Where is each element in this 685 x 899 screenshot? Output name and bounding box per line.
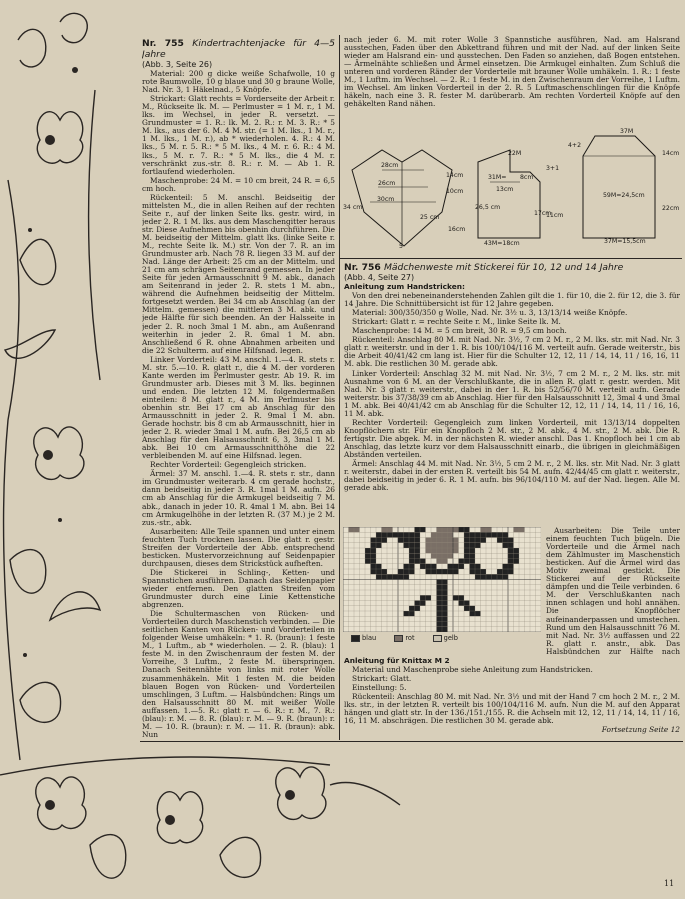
chart-cell bbox=[404, 564, 410, 569]
diagram-label: 22cm bbox=[662, 205, 680, 212]
chart-cell bbox=[376, 543, 382, 548]
legend-swatch bbox=[351, 635, 360, 642]
chart-cell bbox=[437, 527, 443, 532]
chart-cell bbox=[464, 532, 470, 537]
chart-cell bbox=[426, 538, 432, 543]
chart-cell bbox=[508, 564, 514, 569]
chart-cell bbox=[481, 538, 487, 543]
chart-cell bbox=[371, 538, 377, 543]
chart-cell bbox=[371, 553, 377, 558]
chart-cell bbox=[437, 595, 443, 600]
chart-cell bbox=[497, 538, 503, 543]
chart-cell bbox=[442, 548, 448, 553]
diagram-label: 3+1 bbox=[546, 165, 560, 172]
chart-cell bbox=[481, 532, 487, 537]
chart-cell bbox=[481, 569, 487, 574]
chart-cell bbox=[426, 569, 432, 574]
legend-swatch bbox=[394, 635, 403, 642]
strickart-paragraph: Strickart: Glatt r. = rechte Seite r. M., linke Seite lk. M. bbox=[352, 317, 561, 327]
chart-cell bbox=[497, 532, 503, 537]
chart-cell bbox=[420, 527, 426, 532]
article-756 bbox=[344, 262, 680, 524]
chart-cell bbox=[508, 548, 514, 553]
chart-cell bbox=[448, 538, 454, 543]
chart-cell bbox=[398, 532, 404, 537]
chart-cell bbox=[453, 569, 459, 574]
chart-cell bbox=[470, 606, 476, 611]
chart-cell bbox=[431, 548, 437, 553]
diagram-label: 5 bbox=[399, 243, 403, 250]
section-heading: Anleitung zum Handstricken: bbox=[344, 282, 465, 292]
chart-cell bbox=[426, 595, 432, 600]
chart-cell bbox=[415, 527, 421, 532]
chart-cell bbox=[387, 527, 393, 532]
chart-cell bbox=[514, 527, 520, 532]
chart-cell bbox=[437, 538, 443, 543]
chart-cell bbox=[371, 559, 377, 564]
linker-vorderteil-paragraph: Linker Vorderteil: 43 M. anschl. 1.—4. R. stets r. M. str. 5.—10. R. glatt r., die 4 M. der vorderen Kante werden im Perlmuster gestr. Ab 19. R. im Grundmuster arb. Dieses mit 3 M. lks. beginnen und enden. Die letzten 12 M. folgendermaßen einteilen: 8 M. glatt r., 4 M. im Perlmuster bis obenhin str. Bei 17 cm ab Anschlag für den Armausschnitt in jeder 2. R. 9mal 1 M. abn. Gerade hochstr. bis 8 cm ab Armausschnitt, hier in jeder 2. R. wieder 3mal 1 M. aufn. Bei 26,5 cm ab Anschlag für den Halsausschnitt 6, 3, 3mal 1 M. abk. Bei 10 cm Armausschnitthöhe die 22 verbleibenden M. auf eine Hilfsnad. legen. bbox=[142, 354, 335, 461]
diagram-label: 8cm bbox=[520, 174, 534, 181]
chart-cell bbox=[464, 553, 470, 558]
material-paragraph: Material: 200 g dicke weiße Schafwolle, 10 g rote Baumwolle, 10 g blaue und 30 g braune Wolle, Nad. Nr. 3, 1 Häkelnad., 5 Knöpfe. bbox=[142, 69, 335, 95]
maschenprobe-paragraph: Maschenprobe: 14 M. = 5 cm breit, 30 R. = 9,5 cm hoch. bbox=[352, 326, 567, 336]
chart-cell bbox=[503, 564, 509, 569]
chart-cell bbox=[437, 559, 443, 564]
diagram-label: 26,5 cm bbox=[475, 204, 501, 211]
chart-cell bbox=[409, 564, 415, 569]
chart-cell bbox=[371, 543, 377, 548]
diagram-label: 13cm bbox=[496, 186, 514, 193]
diagram-label: 4+2 bbox=[568, 142, 582, 149]
chart-cell bbox=[431, 543, 437, 548]
chart-cell bbox=[420, 601, 426, 606]
chart-cell bbox=[437, 543, 443, 548]
chart-cell bbox=[409, 606, 415, 611]
chart-cell bbox=[415, 543, 421, 548]
chart-cell bbox=[442, 616, 448, 621]
chart-cell bbox=[420, 595, 426, 600]
chart-cell bbox=[492, 574, 498, 579]
chart-cell bbox=[442, 611, 448, 616]
chart-cell bbox=[431, 569, 437, 574]
diagram-label: 59M=24,5cm bbox=[603, 192, 645, 199]
rueckenteil-paragraph: Rückenteil: Anschlag 80 M. mit Nad. Nr. 3½, 7 cm 2 M. r., 2 M. lks. str. mit Nad. Nr. 3 glatt r. weiterstr. und in der 1. R. bis 100/104/116 M. verteilt aufn. Gerade weiterstr., bis die Arbeit 40/41/42 cm lang ist. Hier für die Schulter 12, 12, 11 / 14, 14, 11 / 16, 16, 11 M. abk. Die restlichen 30 M. gerade abk. bbox=[344, 335, 680, 369]
aermel-paragraph: Ärmel: Anschlag 44 M. mit Nad. Nr. 3½, 5 cm 2 M. r., 2 M. lks. str. Mit Nad. Nr. 3 glatt r. weiterstr., dabei in der ersten R. verteilt bis 54 M. aufn. 42/44/45 cm glatt r. weiterstr., dabei beidseitig in jeder 6. R. 1 M. aufn. bis 96/104/110 M. auf der Nad. liegen. Alle M. gerade abk. bbox=[344, 459, 680, 493]
diagram-label: 25 cm bbox=[420, 214, 440, 221]
maschenprobe-paragraph: Maschenprobe: 24 M. = 10 cm breit, 24 R. = 6,5 cm hoch. bbox=[142, 175, 335, 193]
floral-border-bottom bbox=[0, 745, 685, 899]
aermel-paragraph: Ärmel: 37 M. anschl. 1.—4. R. stets r. str., dann im Grundmuster weiterarb. 4 cm gerade hochstr., dann beidseitig in jeder 3. R. 1mal 1 M. aufn. 26 cm ab Anschlag für die Armkugel beidseitig 7 M. abk., danach in jeder 10. R. 4mal 1 M. abn. Bei 14 cm Armkugelhöhe in der letzten R. (37 M.) je 2 M. zus.-str., abk. bbox=[142, 469, 335, 527]
chart-cell bbox=[382, 532, 388, 537]
chart-cell bbox=[497, 569, 503, 574]
chart-cell bbox=[442, 532, 448, 537]
chart-cell bbox=[365, 553, 371, 558]
chart-cell bbox=[459, 559, 465, 564]
chart-cell bbox=[426, 564, 432, 569]
diagram-label: 14cm bbox=[662, 150, 680, 157]
chart-cell bbox=[481, 527, 487, 532]
chart-cell bbox=[497, 574, 503, 579]
section-rule bbox=[340, 258, 682, 259]
diagram-label: 17cm bbox=[534, 210, 552, 217]
chart-cell bbox=[437, 590, 443, 595]
chart-cell bbox=[409, 543, 415, 548]
chart-cell bbox=[404, 569, 410, 574]
chart-cell bbox=[376, 564, 382, 569]
chart-cell bbox=[415, 538, 421, 543]
chart-cell bbox=[508, 543, 514, 548]
diagram-label: 16cm bbox=[448, 226, 466, 233]
chart-cell bbox=[415, 553, 421, 558]
chart-cell bbox=[453, 548, 459, 553]
diagram-label: 34 cm bbox=[343, 204, 363, 211]
column-divider bbox=[339, 35, 340, 740]
chart-cell bbox=[448, 543, 454, 548]
chart-cell bbox=[486, 574, 492, 579]
chart-cell bbox=[486, 532, 492, 537]
chart-cell bbox=[415, 559, 421, 564]
knittax-rueckenteil: Rückenteil: Anschlag 80 M. mit Nad. Nr. 3½ und mit der Hand 7 cm hoch 2 M. r., 2 M. lks. str., in der letzten R. verteilt bis 100/104/116 M. aufn. Nun die M. auf den Apparat hängen und glatt str. In der 136./151./155. R. die Achseln mit 12, 12, 11 / 14, 14, 11 / 16, 16, 11 M. abschrägen. Die restlichen 30 M. gerade abk. bbox=[344, 692, 680, 726]
material-paragraph: Material: 300/350/350 g Wolle, Nad. Nr. 3½ u. 3, 13/13/14 weiße Knöpfe. bbox=[352, 308, 628, 318]
chart-cell bbox=[404, 532, 410, 537]
chart-cell bbox=[387, 574, 393, 579]
chart-cell bbox=[503, 574, 509, 579]
chart-cell bbox=[470, 532, 476, 537]
chart-cell bbox=[409, 548, 415, 553]
chart-cell bbox=[437, 569, 443, 574]
chart-cell bbox=[382, 527, 388, 532]
chart-cell bbox=[453, 595, 459, 600]
chart-cell bbox=[365, 559, 371, 564]
chart-cell bbox=[442, 559, 448, 564]
chart-cell bbox=[415, 532, 421, 537]
chart-cell bbox=[448, 532, 454, 537]
article-title-text: Kindertrachtenjacke für 4—5 Jahre bbox=[142, 38, 335, 60]
chart-cell bbox=[431, 564, 437, 569]
rechter-vorderteil-paragraph: Rechter Vorderteil: Gegengleich zum linken Vorderteil, mit 13/13/14 doppelten Knopflöchern str. Für ein Knopfloch 2 M. str., 2 M. abk., 4 M. str., 2 M. abk. Die R. fertigstr. Die abgek. M. in der nächsten R. wieder anschl. Das 1. Knopfloch bei 1 cm ab Anschlag, das letzte kurz vor dem Halsausschnitt einarb., die übrigen in gleichmäßigen Abständen verteilen. bbox=[344, 417, 680, 459]
chart-cell bbox=[437, 585, 443, 590]
chart-cell bbox=[437, 548, 443, 553]
schulter-paragraph: Die Schultermaschen von Rücken- und Vorderteilen durch Maschenstich verbinden. — Die seitlichen Kanten von Rücken- und Vorderteilen in folgender Weise umhäkeln: * 1. R. (braun): 1 feste M., 1 Luftm., ab * wiederholen. — 2. R. (blau): 1 feste M. in den Zwischenraum der festen M. der Vorreihe, 3 Luftm., 2 feste M. überspringen. Danach Seitennähte von links mit roter Wolle zusammenhäkeln. Mit 1 festen M. die beiden blauen Bogen von Rücken- und Vorderteilen umschlingen, 3 Luftm. — Halsbündchen: Rings um den Halsausschnitt 80 M. mit weißer Wolle auffassen. 1.—5. R.: glatt r. — 6. R.: r. M., 7. R.: (blau): r. M. — 8. R. (blau): r. M. — 9. R. (braun): r. M. — 10. R. (braun): r. M. — 11. R. (braun): abk. Nun bbox=[142, 609, 335, 739]
article-title bbox=[344, 262, 680, 273]
article-number: Nr. 756 bbox=[344, 262, 381, 273]
chart-cell bbox=[437, 616, 443, 621]
chart-cell bbox=[508, 538, 514, 543]
chart-cell bbox=[470, 548, 476, 553]
chart-cell bbox=[503, 543, 509, 548]
diagram-label: 14cm bbox=[446, 172, 464, 179]
chart-cell bbox=[470, 538, 476, 543]
ausarbeiten-column bbox=[546, 527, 680, 655]
diagram-label: 37M=15,5cm bbox=[604, 238, 646, 245]
chart-cell bbox=[409, 553, 415, 558]
chart-cell bbox=[387, 532, 393, 537]
chart-cell bbox=[398, 574, 404, 579]
strickart-paragraph: Strickart: Glatt rechts = Vorderseite der Arbeit r. M., Rückseite lk. M. — Perlmuster = 1 M. r., 1 M. lks. im Wechsel, in jeder R. versetzt. — Grundmuster = 1. R.: lk. M. 2. R.: r. M. 3. R.: * 5 M. lks., aus der 6. M. 4 M. str. (= 1 M. lks., 1 M. r., 1 M. lks., 1 M. r.), ab * wiederholen. 4. R.: 4 M. lks., 5 M. r. 5. R.: * 5 M. lks., 4 M. r. 6. R.: 4 M. lks., 5 M. r. 7. R.: * 5 M. lks., die 4 M. r. verschränkt zus.-str. 8. R.: r. M. — Ab 1. R. fortlaufend wiederholen. bbox=[142, 94, 335, 176]
chart-cell bbox=[426, 548, 432, 553]
article-title-text: Mädchenweste mit Stickerei für 10, 12 und 14 Jahre bbox=[383, 262, 624, 273]
legend-item: rot bbox=[394, 634, 414, 642]
chart-cell bbox=[437, 611, 443, 616]
chart-cell bbox=[453, 564, 459, 569]
chart-cell bbox=[470, 564, 476, 569]
chart-cell bbox=[437, 601, 443, 606]
chart-cell bbox=[442, 590, 448, 595]
article-755-continuation bbox=[344, 36, 680, 118]
diagram-label: 26cm bbox=[378, 180, 396, 187]
chart-cell bbox=[415, 548, 421, 553]
chart-cell bbox=[486, 527, 492, 532]
article-subtitle: (Abb. 4, Seite 27) bbox=[344, 273, 415, 282]
chart-cell bbox=[475, 569, 481, 574]
back-schematic bbox=[342, 142, 467, 252]
chart-cell bbox=[442, 627, 448, 632]
chart-cell bbox=[426, 543, 432, 548]
chart-cell bbox=[431, 532, 437, 537]
chart-cell bbox=[459, 601, 465, 606]
knittax-material: Material und Maschenprobe siehe Anleitung zum Handstricken. bbox=[352, 665, 593, 675]
chart-cell bbox=[464, 538, 470, 543]
chart-cell bbox=[382, 538, 388, 543]
chart-cell bbox=[371, 569, 377, 574]
continuation-paragraph: nach jeder 6. M. mit roter Wolle 3 Spannstiche ausführen, Nad. am Halsrand ausstechen, Faden über den Abkettrand führen und mit der Nad. auf der linken Seite wieder am Halsrand ein- und ausstechen. Den Faden so anziehen, daß Bogen entstehen. — Ärmelnähte schließen und Ärmel einsetzen. Die Armkugel einhalten. Zum Schluß die unteren und vorderen Ränder der Vorderteile mit brauner Wolle umhäkeln. 1. R.: 1 feste M., 1 Luftm. im Wechsel. — 2. R.: 1 feste M. in den Zwischenraum der Vorreihe, 1 Luftm. im Wechsel. Am linken Vorderteil in der 2. R. 5 Luftmaschenschlingen für die Knöpfe häkeln, nach eine 3. R. fester M. darüberarb. Am rechten Vorderteil Knöpfe auf den gehäkelten Rand nähen. bbox=[344, 36, 680, 109]
chart-cell bbox=[442, 569, 448, 574]
chart-cell bbox=[437, 553, 443, 558]
chart-cell bbox=[442, 538, 448, 543]
chart-cell bbox=[442, 585, 448, 590]
chart-cell bbox=[448, 553, 454, 558]
chart-cell bbox=[371, 564, 377, 569]
chart-cell bbox=[398, 538, 404, 543]
chart-cell bbox=[404, 538, 410, 543]
knittax-heading: Anleitung für Knittax M 2 bbox=[344, 657, 450, 665]
page-number: 11 bbox=[664, 879, 675, 888]
chart-cell bbox=[376, 569, 382, 574]
chart-cell bbox=[442, 580, 448, 585]
chart-cell bbox=[437, 580, 443, 585]
chart-cell bbox=[503, 569, 509, 574]
chart-cell bbox=[459, 564, 465, 569]
chart-cell bbox=[409, 569, 415, 574]
chart-cell bbox=[415, 601, 421, 606]
chart-cell bbox=[470, 569, 476, 574]
article-subtitle: (Abb. 3, Seite 26) bbox=[142, 60, 213, 69]
chart-cell bbox=[453, 538, 459, 543]
article-title bbox=[142, 38, 335, 60]
chart-cell bbox=[420, 564, 426, 569]
chart-cell bbox=[409, 611, 415, 616]
knittax-section bbox=[344, 657, 680, 739]
chart-cell bbox=[492, 532, 498, 537]
chart-cell bbox=[514, 548, 520, 553]
legend-swatch bbox=[433, 635, 442, 642]
diagram-label: 30cm bbox=[377, 196, 395, 203]
chart-cell bbox=[437, 622, 443, 627]
chart-cell bbox=[514, 559, 520, 564]
chart-cell bbox=[464, 606, 470, 611]
chart-cell bbox=[409, 538, 415, 543]
sleeve-schematic bbox=[565, 128, 683, 248]
chart-cell bbox=[420, 559, 426, 564]
chart-cell bbox=[475, 611, 481, 616]
chart-cell bbox=[376, 538, 382, 543]
legend-item: gelb bbox=[433, 634, 458, 642]
knittax-einstellung: Einstellung: 5. bbox=[352, 683, 407, 693]
chart-cell bbox=[453, 527, 459, 532]
diagram-label: 28cm bbox=[381, 162, 399, 169]
front-schematic bbox=[470, 142, 562, 252]
diagram-label: 37M bbox=[620, 128, 634, 135]
chart-cell bbox=[404, 611, 410, 616]
ausarbeiten-paragraph: Ausarbeiten: Alle Teile spannen und unter einem feuchten Tuch trocknen lassen. Die glatt r. gestr. Streifen der Vorderteile der Abb. entsprechend besticken. Mustervorzeichnung auf Seidenpapier durchpausen, dieses dem Strickstück aufheften. bbox=[142, 526, 335, 568]
intro-paragraph: Von den drei nebeneinanderstehenden Zahlen gilt die 1. für 10, die 2. für 12, die 3. für 14 Jahre. Die Schnittübersicht ist für 12 Jahre gegeben. bbox=[344, 291, 680, 309]
chart-cell bbox=[503, 532, 509, 537]
chart-cell bbox=[442, 622, 448, 627]
chart-cell bbox=[382, 569, 388, 574]
chart-cell bbox=[464, 548, 470, 553]
chart-cell bbox=[437, 532, 443, 537]
diagram-label: 31M= bbox=[488, 174, 507, 181]
knittax-strickart: Strickart: Glatt. bbox=[352, 674, 412, 684]
chart-cell bbox=[448, 569, 454, 574]
linker-vorderteil-paragraph: Linker Vorderteil: Anschlag 32 M. mit Nad. Nr. 3½, 7 cm 2 M. r., 2 M. lks. str. mit Ausnahme von 6 M. an der Verschlußkante, die in allen R. glatt r. gestr. werden. Mit Nad. Nr. 3 glatt r. weiterstr., dabei in der 1. R. bis 52/56/70 M. verteilt aufn. Gerade weiterstr. bis 37/38/39 cm ab Anschlag. Hier für den Halsausschnitt 12, 3mal 4 und 3mal 1 M. abk. Bei 40/41/42 cm ab Anschlag für die Schulter 12, 12, 11 / 14, 14, 11 / 16, 16, 11 M. abk. bbox=[344, 368, 680, 418]
chart-cell bbox=[508, 559, 514, 564]
chart-cell bbox=[365, 548, 371, 553]
chart-cell bbox=[475, 574, 481, 579]
chart-cell bbox=[470, 559, 476, 564]
chart-cell bbox=[349, 527, 355, 532]
chart-cell bbox=[376, 532, 382, 537]
chart-legend bbox=[351, 634, 541, 642]
continued-note: Fortsetzung Seite 12 bbox=[601, 725, 680, 735]
chart-cell bbox=[459, 527, 465, 532]
article-number: Nr. 755 bbox=[142, 38, 184, 49]
chart-cell bbox=[442, 553, 448, 558]
chart-cell bbox=[442, 595, 448, 600]
chart-cell bbox=[464, 559, 470, 564]
chart-cell bbox=[475, 532, 481, 537]
chart-cell bbox=[508, 553, 514, 558]
chart-cell bbox=[382, 574, 388, 579]
chart-cell bbox=[448, 548, 454, 553]
chart-cell bbox=[442, 601, 448, 606]
chart-cell bbox=[415, 606, 421, 611]
chart-cell bbox=[464, 601, 470, 606]
diagram-label: 43M=18cm bbox=[484, 240, 520, 247]
chart-cell bbox=[475, 538, 481, 543]
chart-cell bbox=[470, 543, 476, 548]
chart-cell bbox=[409, 559, 415, 564]
chart-cell bbox=[448, 527, 454, 532]
embroidery-chart bbox=[343, 527, 541, 632]
chart-cell bbox=[464, 527, 470, 532]
chart-cell bbox=[398, 569, 404, 574]
chart-cell bbox=[437, 627, 443, 632]
chart-cell bbox=[459, 595, 465, 600]
chart-cell bbox=[431, 538, 437, 543]
chart-cell bbox=[470, 553, 476, 558]
chart-cell bbox=[354, 527, 360, 532]
chart-cell bbox=[431, 553, 437, 558]
chart-cell bbox=[475, 543, 481, 548]
chart-cell bbox=[464, 543, 470, 548]
chart-cell bbox=[393, 574, 399, 579]
chart-cell bbox=[393, 532, 399, 537]
chart-cell bbox=[519, 527, 525, 532]
chart-cell bbox=[475, 564, 481, 569]
chart-cell bbox=[448, 564, 454, 569]
chart-cell bbox=[442, 543, 448, 548]
chart-cell bbox=[376, 574, 382, 579]
stickerei-paragraph: Die Stickerei in Schling-, Ketten- und Spannstichen ausführen. Danach das Seidenpapier wieder entfernen. Den glatten Streifen vom Grundmuster durch eine Linie Kettenstiche abgrenzen. bbox=[142, 567, 335, 610]
article-755 bbox=[142, 38, 335, 740]
chart-cell bbox=[404, 574, 410, 579]
diagram-label: 22M bbox=[508, 150, 522, 157]
bottom-rule bbox=[140, 741, 683, 742]
chart-cell bbox=[481, 574, 487, 579]
chart-cell bbox=[442, 527, 448, 532]
diagram-label: 10cm bbox=[446, 188, 464, 195]
chart-cell bbox=[470, 611, 476, 616]
legend-item: blau bbox=[351, 634, 376, 642]
chart-cell bbox=[409, 532, 415, 537]
ausarbeiten-paragraph: Ausarbeiten: Die Teile unter einem feuchten Tuch bügeln. Die Vorderteile und die Ärmel nach dem Zählmuster im Maschenstich besticken. Auf die Ärmel wird das Motiv zweimal gestickt. Die Stickerei auf der Rückseite dämpfen und die Teile verbinden. 6 M. der Verschlußkanten nach innen schlagen und hohl annähen. Die Knopflöcher aufeinanderpassen und umstechen. Rund um den Halsausschnitt 76 M. mit Nad. Nr. 3½ auffassen und 22 R. glatt r. anstr., abk. Das Halsbündchen zur Hälfte nach bbox=[546, 527, 680, 655]
chart-cell bbox=[404, 543, 410, 548]
chart-cell bbox=[371, 548, 377, 553]
chart-cell bbox=[514, 553, 520, 558]
chart-cell bbox=[437, 606, 443, 611]
chart-cell bbox=[442, 606, 448, 611]
rechter-vorderteil-paragraph: Rechter Vorderteil: Gegengleich stricken. bbox=[150, 460, 307, 470]
chart-cell bbox=[508, 569, 514, 574]
chart-cell bbox=[503, 538, 509, 543]
diagram-label: 11cm bbox=[546, 212, 564, 219]
rueckenteil-paragraph: Rückenteil: 5 M. anschl. Beidseitig der mittelsten M., die in allen Reihen auf der rechten Seite r., auf der linken Seite lks. gestr. wird, in jeder 2. R. 1 M. lks. aus dem Maschengitter heraus str. Diese Aufnehmen bis obenhin durchführen. Die M. beidseitig der Mittelm. glatt lks. (linke Seite r. M., rechte Seite lk. M.) str. Von der 7. R. an im Grundmuster arb. Nach 78 R. liegen 33 M. auf der Nad. Länge der Arbeit: 25 cm an der Mittelm. und 21 cm am schrägen Seitenrand gemessen. In jeder Seite für jeden Armausschnitt 9 M. abk., danach am Seitenrand in jeder 2. R. stets 1 M. abn., während die Aufnehmen beidseitig der Mittelm. fortgesetzt werden. Bei 34 cm ab Anschlag (an der Mittelm. gemessen) die mittleren 3 M. abk. und jede Hälfte für sich beenden. An der Halsseite in jeder 2. R. noch 3mal 1 M. abn., am Außenrand weiterhin in jeder 2. R. 6mal 1 M. abn. Anschließend 6 R. ohne Abnahmen arbeiten und die 22 Schulterm. auf eine Hilfsnad. legen. bbox=[142, 192, 335, 355]
chart-cell bbox=[453, 543, 459, 548]
